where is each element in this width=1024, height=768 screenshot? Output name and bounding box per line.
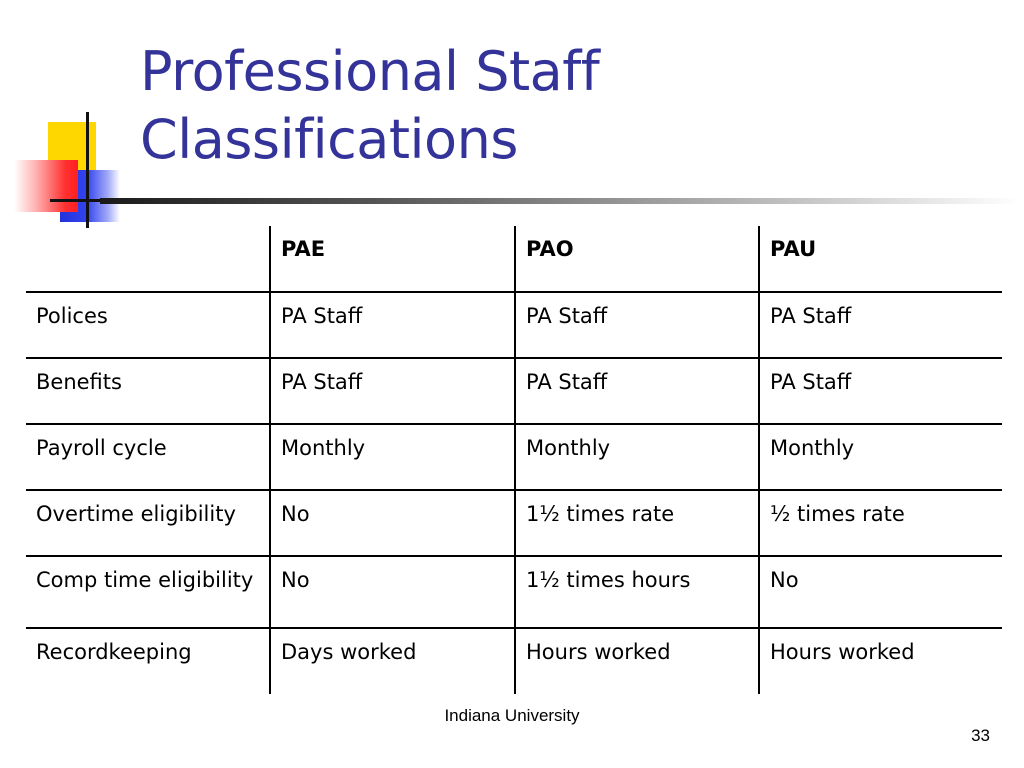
page-number: 33 [971,726,990,745]
row-label-cell: Recordkeeping [36,640,192,664]
slide-logo-graphic [0,0,140,240]
table-cell: Monthly [515,424,759,490]
table-cell: PA Staff [759,292,1002,358]
table-cell: ½ times rate [759,490,1002,556]
table-cell: No [270,556,515,628]
row-label-cell: Payroll cycle [26,424,270,490]
table-header-cell [26,226,270,292]
table-cell: PA Staff [270,292,515,358]
slide-title-line-1: Professional Staff [140,40,600,103]
slide-title-line-2: Classifications [140,108,518,171]
table-row [26,556,1002,628]
table-cell: Monthly [270,424,515,490]
table-header-cell: PAU [759,226,1002,292]
table-cell: 1½ times rate [515,490,759,556]
logo-vertical-line [86,112,89,228]
table-cell: Hours worked [759,628,1002,694]
table-cell: No [759,556,1002,628]
table-cell: PA Staff [515,292,759,358]
row-label-cell: Overtime eligibility [26,490,270,556]
row-label-cell: Benefits [26,358,270,424]
table-cell: 1½ times hours [515,556,759,628]
table-row [26,490,1002,556]
table-cell: PA Staff [515,358,759,424]
slide-footer: Indiana University [444,706,580,725]
row-label-cell: Polices [26,292,270,358]
table-row [26,358,1002,424]
table-cell: Hours worked [515,628,759,694]
table-row [26,628,1002,694]
table-cell: Days worked [270,628,515,694]
table-row [26,292,1002,358]
table-cell: No [270,490,515,556]
table-cell: Monthly [759,424,1002,490]
slide-title [140,38,1000,174]
table-row [26,424,1002,490]
row-label-cell: Comp time eligibility [26,556,270,628]
table-cell: PA Staff [270,358,515,424]
classification-table [26,226,1002,694]
table-header-cell: PAE [270,226,515,292]
logo-red-square [14,160,78,212]
table-header-row [26,226,1002,292]
table-header-cell: PAO [515,226,759,292]
title-divider [100,198,1020,204]
table-cell: PA Staff [759,358,1002,424]
